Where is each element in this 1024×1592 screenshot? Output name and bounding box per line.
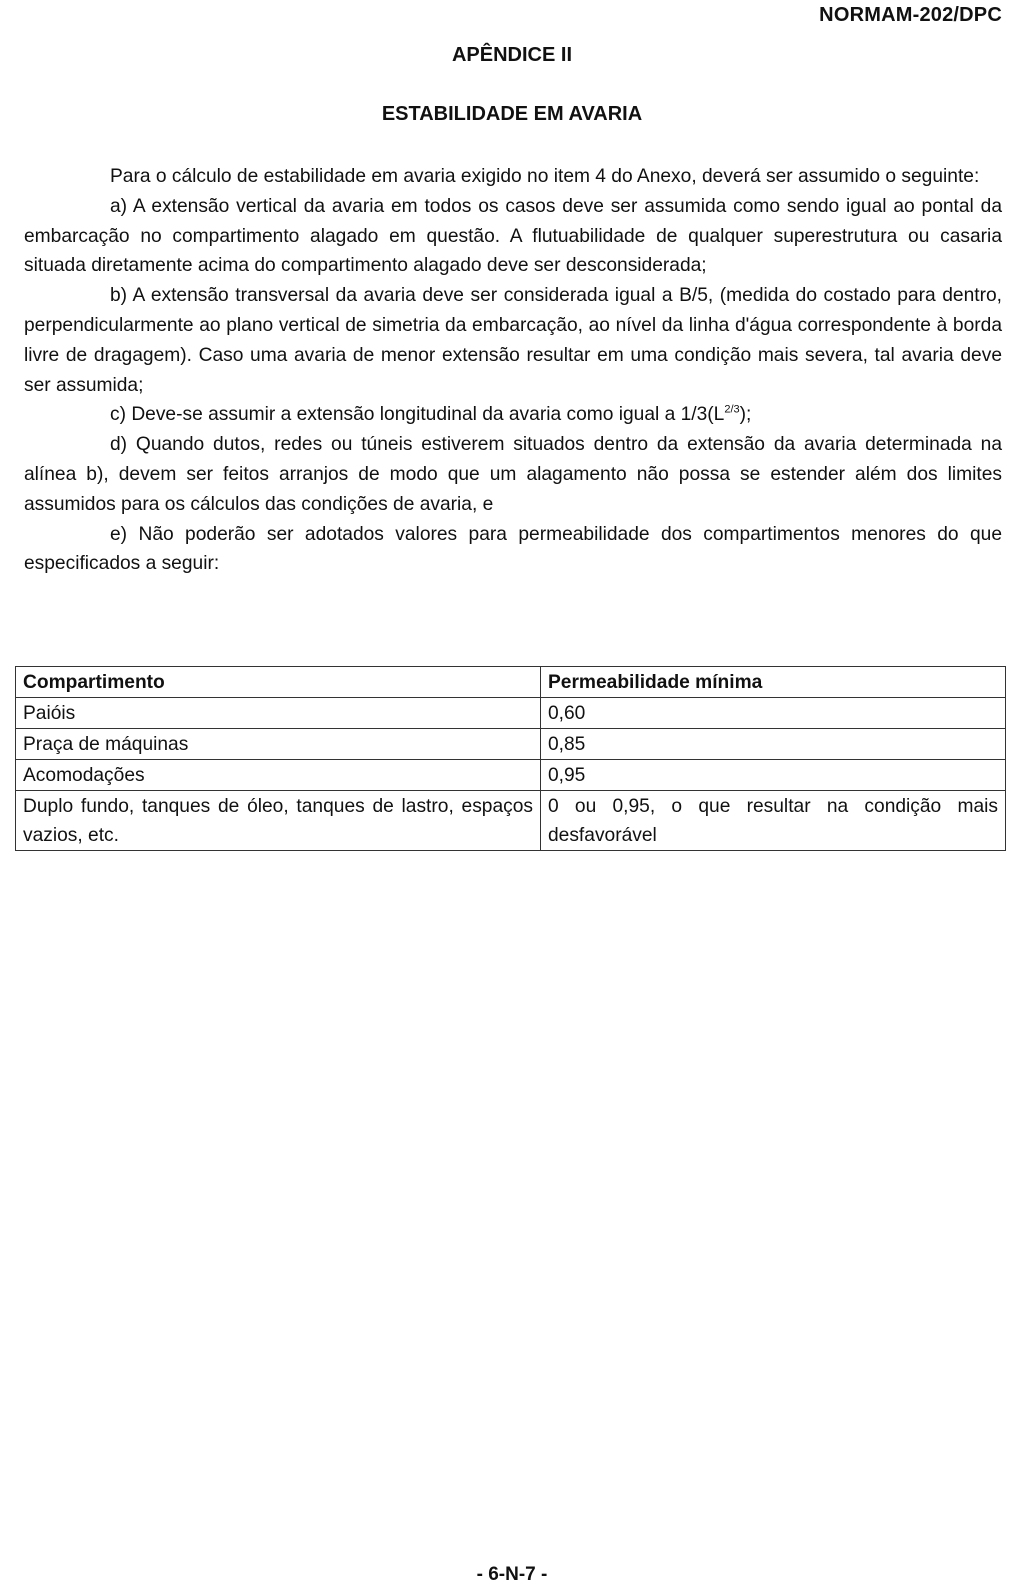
table-row [16, 791, 1006, 851]
item-c-paragraph [24, 400, 1002, 430]
permeability-cell: 0,85 [541, 729, 1006, 760]
header-min-permeability: Permeabilidade mínima [541, 667, 1006, 698]
item-c-closing: ); [739, 404, 752, 426]
item-b-paragraph: b) A extensão transversal da avaria deve ser considerada igual a B/5, (medida do costado para dentro, perpendicularmente ao plano vertical de simetria da embarcação, ao nível da linha d'água correspondente à borda livre de dragagem). Caso uma avaria de menor extensão resultar em uma condição mais severa, tal avaria deve ser assumida; [24, 285, 1002, 396]
permeability-table [15, 666, 1006, 851]
compartment-cell: Acomodações [16, 760, 541, 791]
document-code: NORMAM-202/DPC [819, 4, 1002, 26]
page-number: - 6-N-7 - [476, 1564, 548, 1585]
permeability-cell: 0,60 [541, 698, 1006, 729]
item-a-paragraph: a) A extensão vertical da avaria em todos os casos deve ser assumida como sendo igual ao pontal da embarcação no compartimento alagado em questão. A flutuabilidade de qualquer superestrutura ou casaria situada diretamente acima do compartimento alagado deve ser desconsiderada; [24, 195, 1002, 277]
item-d-paragraph: d) Quando dutos, redes ou túneis estiverem situados dentro da extensão da avaria determinada na alínea b), devem ser feitos arranjos de modo que um alagamento não possa se estender além dos limites assumidos para os cálculos das condições de avaria, e [24, 434, 1002, 515]
table-row [16, 760, 1006, 791]
item-c-exponent: 2/3 [724, 403, 740, 416]
table-header-row [16, 667, 1006, 698]
permeability-cell: 0,95 [541, 760, 1006, 791]
item-e-paragraph: e) Não poderão ser adotados valores para permeabilidade dos compartimentos menores do que especificados a seguir: [24, 523, 1002, 575]
table-row [16, 729, 1006, 760]
item-c-text: c) Deve-se assumir a extensão longitudinal da avaria como igual a 1/3(L [110, 404, 725, 426]
compartment-cell: Praça de máquinas [16, 729, 541, 760]
compartment-cell: Duplo fundo, tanques de óleo, tanques de lastro, espaços vazios, etc. [16, 791, 541, 851]
permeability-cell: 0 ou 0,95, o que resultar na condição mais desfavorável [541, 791, 1006, 851]
section-title: ESTABILIDADE EM AVARIA [381, 103, 643, 125]
appendix-title: APÊNDICE II [451, 44, 573, 66]
header-compartment: Compartimento [16, 667, 541, 698]
compartment-cell: Paióis [16, 698, 541, 729]
body-text [24, 162, 1002, 579]
table-row [16, 698, 1006, 729]
intro-paragraph: Para o cálculo de estabilidade em avaria exigido no item 4 do Anexo, deverá ser assumido o seguinte: [110, 166, 980, 187]
